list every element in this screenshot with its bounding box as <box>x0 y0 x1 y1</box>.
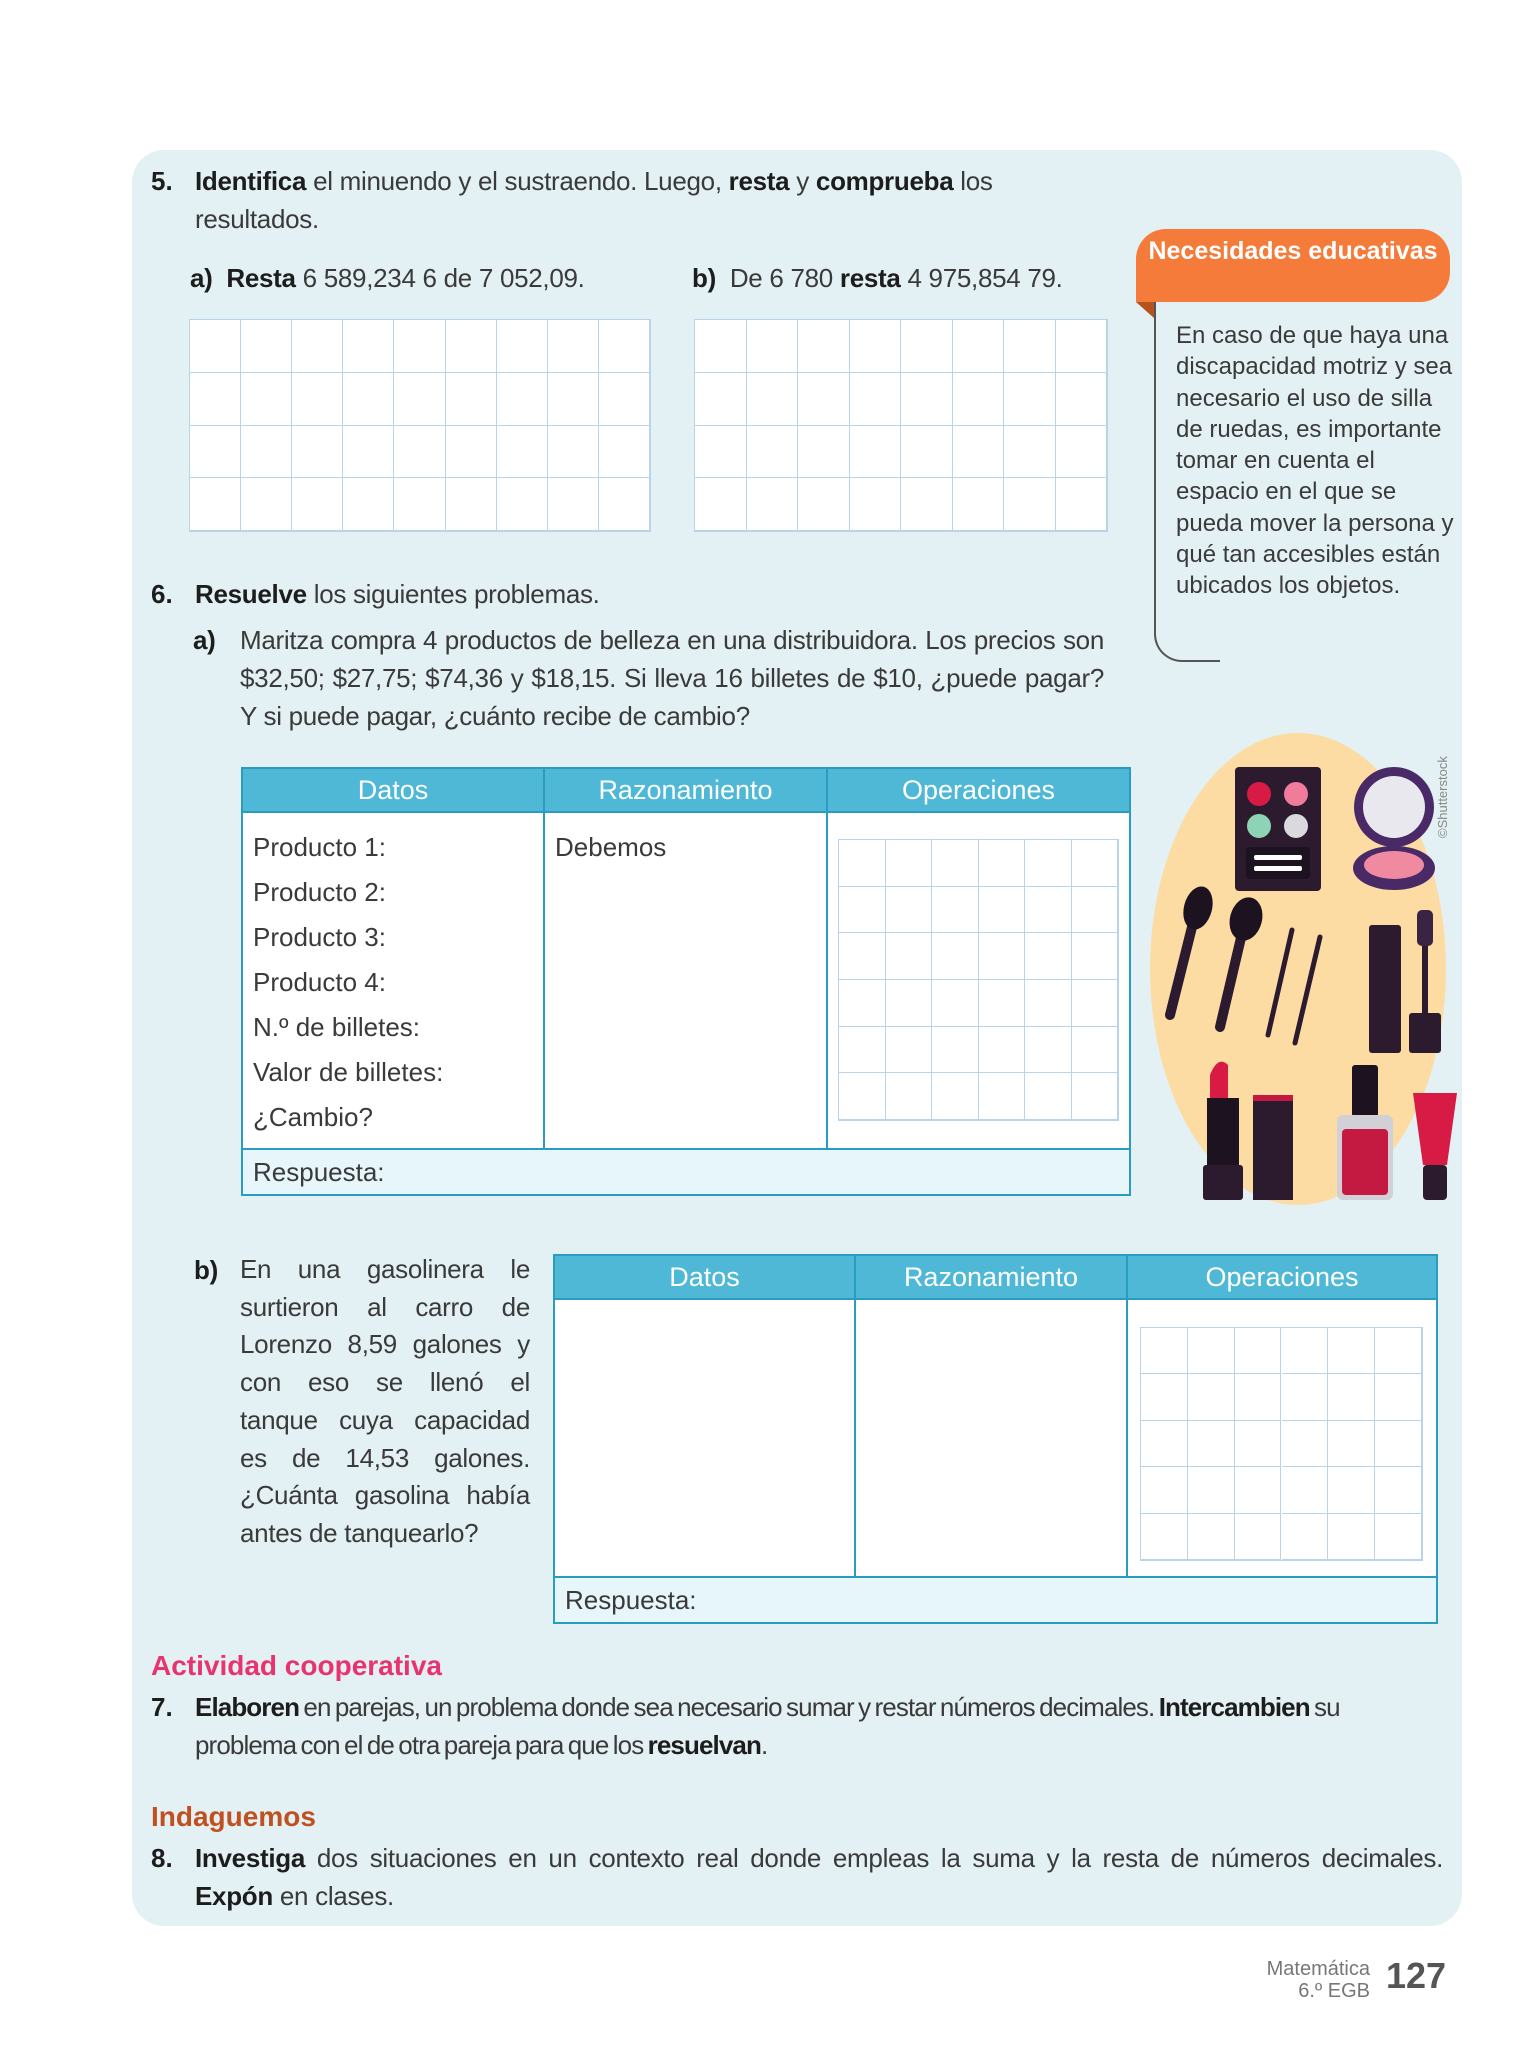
grid-cell[interactable] <box>850 426 902 479</box>
q6-number: 6. <box>151 579 173 609</box>
datos-item: N.º de billetes: <box>253 1012 421 1042</box>
grid-cell[interactable] <box>394 373 445 426</box>
grid-cell[interactable] <box>839 1027 886 1074</box>
grid-cell[interactable] <box>1282 1467 1329 1513</box>
grid-cell[interactable] <box>1188 1328 1235 1374</box>
compact-mirror-icon <box>1353 767 1435 890</box>
q6a-label: a) <box>193 625 216 655</box>
ribbon-fold <box>1136 302 1154 318</box>
grid-cell[interactable] <box>798 478 850 531</box>
grid-cell[interactable] <box>497 478 548 531</box>
datos-item: Producto 4: <box>253 967 386 997</box>
grid-cell[interactable] <box>292 426 343 479</box>
grid-cell[interactable] <box>979 840 1026 887</box>
datos-item: Producto 1: <box>253 832 386 862</box>
datos-item: ¿Cambio? <box>253 1102 373 1132</box>
grid-cell[interactable] <box>190 426 241 479</box>
grid-cell[interactable] <box>953 426 1005 479</box>
grid-cell[interactable] <box>343 320 394 373</box>
grid-cell[interactable] <box>1004 373 1056 426</box>
lip-gloss-icon <box>1413 1093 1457 1200</box>
grid-cell[interactable] <box>979 887 1026 934</box>
grid-cell[interactable] <box>695 320 747 373</box>
q5a-answer-grid[interactable] <box>189 319 651 532</box>
grid-cell[interactable] <box>1072 1027 1119 1074</box>
eyeshadow-palette-icon <box>1235 767 1321 891</box>
indaguemos-heading: Indaguemos <box>151 1801 316 1832</box>
grid-cell[interactable] <box>901 478 953 531</box>
q7-instruction: Elaboren en parejas, un problema donde sea necesario sumar y restar números decimales. Intercambien su problema con el de otra pareja para que los resuelvan. <box>195 1692 1340 1760</box>
q8-number: 8. <box>151 1843 173 1873</box>
grid-cell[interactable] <box>839 887 886 934</box>
grid-cell[interactable] <box>1188 1374 1235 1420</box>
grid-cell[interactable] <box>241 426 292 479</box>
grid-cell[interactable] <box>446 320 497 373</box>
grid-cell[interactable] <box>599 478 650 531</box>
grid-cell[interactable] <box>886 1073 933 1120</box>
grid-cell[interactable] <box>839 933 886 980</box>
grid-cell[interactable] <box>932 1073 979 1120</box>
grid-cell[interactable] <box>979 933 1026 980</box>
datos-cell[interactable] <box>554 1299 855 1577</box>
grid-cell[interactable] <box>1141 1421 1188 1467</box>
grid-cell[interactable] <box>1141 1328 1188 1374</box>
grid-cell[interactable] <box>1141 1467 1188 1513</box>
necesidades-educativas-text: En caso de que haya una discapacidad motriz y sea necesario el uso de silla de ruedas, es importante tomar en cuenta el espacio en el que se pueda mover la persona y qué tan accesibles están ubicados los objetos. <box>1176 322 1454 600</box>
grid-cell[interactable] <box>190 478 241 531</box>
razonamiento-text: Debemos <box>555 832 667 862</box>
grid-cell[interactable] <box>1282 1421 1329 1467</box>
grid-cell[interactable] <box>1025 1073 1072 1120</box>
grid-cell[interactable] <box>1235 1467 1282 1513</box>
q6a-problem-text: Maritza compra 4 productos de belleza en una distribuidora. Los precios son $32,50; $27,75; $74,36 y $18,15. Si lleva 16 billetes de $10, ¿puede pagar? Y si puede pagar, ¿cuánto recibe de cambio? <box>240 625 1104 731</box>
header-datos: Datos <box>554 1255 855 1299</box>
grid-cell[interactable] <box>979 1073 1026 1120</box>
grid-cell[interactable] <box>548 373 599 426</box>
q5-number: 5. <box>151 166 173 196</box>
grid-cell[interactable] <box>1004 320 1056 373</box>
grid-cell[interactable] <box>241 478 292 531</box>
q5b-text: b) De 6 780 resta 4 975,854 79. <box>692 263 1063 293</box>
grid-cell[interactable] <box>979 980 1026 1027</box>
grid-cell[interactable] <box>747 478 799 531</box>
grid-cell[interactable] <box>901 373 953 426</box>
grid-cell[interactable] <box>1328 1328 1375 1374</box>
grid-cell[interactable] <box>190 373 241 426</box>
q6b-label: b) <box>194 1255 218 1285</box>
grid-cell[interactable] <box>599 373 650 426</box>
grid-cell[interactable] <box>1235 1514 1282 1560</box>
grid-cell[interactable] <box>1235 1328 1282 1374</box>
grid-cell[interactable] <box>1235 1421 1282 1467</box>
grid-cell[interactable] <box>1282 1328 1329 1374</box>
grid-cell[interactable] <box>292 320 343 373</box>
grid-cell[interactable] <box>932 887 979 934</box>
datos-item: Producto 3: <box>253 922 386 952</box>
q6a-operations-grid[interactable] <box>838 839 1119 1121</box>
grid-cell[interactable] <box>901 426 953 479</box>
q5a-text: a) Resta 6 589,234 6 de 7 052,09. <box>190 263 585 293</box>
grid-cell[interactable] <box>241 320 292 373</box>
datos-item: Valor de billetes: <box>253 1057 444 1087</box>
grid-cell[interactable] <box>343 426 394 479</box>
grid-cell[interactable] <box>747 373 799 426</box>
q6b-problem-text: En una gasolinera le surtieron al carro de Lorenzo 8,59 galones y con eso se llenó el tanque cuya capacidad es de 14,53 galones. ¿Cuánta gasolina había antes de tanquearlo? <box>240 1254 530 1548</box>
grid-cell[interactable] <box>886 887 933 934</box>
grid-cell[interactable] <box>1188 1467 1235 1513</box>
grid-cell[interactable] <box>1188 1514 1235 1560</box>
grid-cell[interactable] <box>1282 1374 1329 1420</box>
grid-cell[interactable] <box>932 933 979 980</box>
grid-cell[interactable] <box>1282 1514 1329 1560</box>
grid-cell[interactable] <box>798 320 850 373</box>
page-number: 127 <box>1386 1955 1447 1996</box>
grid-cell[interactable] <box>1025 980 1072 1027</box>
grid-cell[interactable] <box>394 478 445 531</box>
grid-cell[interactable] <box>839 1073 886 1120</box>
subject-label: Matemática <box>1266 1958 1370 1980</box>
grid-cell[interactable] <box>1375 1514 1422 1560</box>
grid-cell[interactable] <box>1375 1328 1422 1374</box>
grid-cell[interactable] <box>599 320 650 373</box>
grid-cell[interactable] <box>1072 980 1119 1027</box>
grid-cell[interactable] <box>1056 320 1108 373</box>
grid-cell[interactable] <box>1072 840 1119 887</box>
grid-cell[interactable] <box>446 426 497 479</box>
grid-cell[interactable] <box>1004 478 1056 531</box>
grid-cell[interactable] <box>953 478 1005 531</box>
razonamiento-cell[interactable] <box>544 812 827 1149</box>
grid-cell[interactable] <box>886 1027 933 1074</box>
razonamiento-cell[interactable] <box>855 1299 1127 1577</box>
grid-cell[interactable] <box>1056 478 1108 531</box>
grid-cell[interactable] <box>599 426 650 479</box>
grid-cell[interactable] <box>1328 1467 1375 1513</box>
grid-cell[interactable] <box>886 980 933 1027</box>
grid-cell[interactable] <box>979 1027 1026 1074</box>
grid-cell[interactable] <box>241 373 292 426</box>
grid-cell[interactable] <box>1056 373 1108 426</box>
header-datos: Datos <box>242 768 544 812</box>
grid-cell[interactable] <box>548 478 599 531</box>
grid-cell[interactable] <box>839 980 886 1027</box>
image-credit: ©Shutterstock <box>1435 756 1450 838</box>
grid-cell[interactable] <box>497 373 548 426</box>
header-operaciones: Operaciones <box>827 768 1130 812</box>
grid-cell[interactable] <box>850 320 902 373</box>
grid-cell[interactable] <box>548 426 599 479</box>
grid-cell[interactable] <box>292 373 343 426</box>
grid-cell[interactable] <box>1025 840 1072 887</box>
grid-cell[interactable] <box>1141 1514 1188 1560</box>
q5-instruction: Identifica el minuendo y el sustraendo. Luego, resta y comprueba los resultados. <box>195 166 993 234</box>
grid-cell[interactable] <box>695 426 747 479</box>
actividad-cooperativa-heading: Actividad cooperativa <box>151 1650 442 1681</box>
grid-cell[interactable] <box>343 478 394 531</box>
grid-cell[interactable] <box>292 478 343 531</box>
grid-cell[interactable] <box>932 980 979 1027</box>
grid-cell[interactable] <box>446 478 497 531</box>
header-razonamiento: Razonamiento <box>544 768 827 812</box>
header-operaciones: Operaciones <box>1127 1255 1437 1299</box>
grid-cell[interactable] <box>446 373 497 426</box>
q8-instruction: Investiga dos situaciones en un contexto real donde empleas la suma y la resta de números decimales. Expón en clases. <box>195 1843 1443 1911</box>
grid-cell[interactable] <box>886 933 933 980</box>
grid-cell[interactable] <box>695 478 747 531</box>
grid-cell[interactable] <box>1056 426 1108 479</box>
grid-cell[interactable] <box>548 320 599 373</box>
grid-cell[interactable] <box>932 1027 979 1074</box>
grid-cell[interactable] <box>1328 1374 1375 1420</box>
grid-cell[interactable] <box>798 373 850 426</box>
q6b-operations-grid[interactable] <box>1140 1327 1423 1561</box>
datos-item: Producto 2: <box>253 877 386 907</box>
grid-cell[interactable] <box>1235 1374 1282 1420</box>
grid-cell[interactable] <box>798 426 850 479</box>
grid-cell[interactable] <box>953 320 1005 373</box>
cosmetics-illustration <box>1140 725 1460 1210</box>
grid-cell[interactable] <box>747 320 799 373</box>
grid-cell[interactable] <box>190 320 241 373</box>
grid-cell[interactable] <box>850 478 902 531</box>
grid-cell[interactable] <box>1141 1374 1188 1420</box>
grid-cell[interactable] <box>1025 887 1072 934</box>
grid-cell[interactable] <box>343 373 394 426</box>
grid-cell[interactable] <box>695 373 747 426</box>
grid-cell[interactable] <box>497 320 548 373</box>
grid-cell[interactable] <box>1004 426 1056 479</box>
grid-cell[interactable] <box>747 426 799 479</box>
grid-cell[interactable] <box>394 320 445 373</box>
grid-cell[interactable] <box>1328 1514 1375 1560</box>
grid-cell[interactable] <box>1328 1421 1375 1467</box>
grid-cell[interactable] <box>1072 1073 1119 1120</box>
grid-cell[interactable] <box>1375 1467 1422 1513</box>
grid-cell[interactable] <box>497 426 548 479</box>
respuesta-field[interactable]: Respuesta: <box>242 1149 1130 1195</box>
grid-cell[interactable] <box>953 373 1005 426</box>
grid-cell[interactable] <box>1025 933 1072 980</box>
header-razonamiento: Razonamiento <box>855 1255 1127 1299</box>
grid-cell[interactable] <box>1375 1374 1422 1420</box>
grid-cell[interactable] <box>1072 887 1119 934</box>
q7-number: 7. <box>151 1692 173 1722</box>
datos-cell[interactable] <box>242 812 544 1149</box>
grade-label: 6.º EGB <box>1298 1980 1370 2002</box>
grid-cell[interactable] <box>839 840 886 887</box>
grid-cell[interactable] <box>932 840 979 887</box>
grid-cell[interactable] <box>1072 933 1119 980</box>
grid-cell[interactable] <box>394 426 445 479</box>
respuesta-field[interactable]: Respuesta: <box>554 1577 1437 1623</box>
necesidades-educativas-title: Necesidades educativas <box>1136 229 1450 302</box>
q6-instruction: Resuelve los siguientes problemas. <box>195 579 600 609</box>
grid-cell[interactable] <box>1375 1421 1422 1467</box>
grid-cell[interactable] <box>1025 1027 1072 1074</box>
footer-subject <box>1267 1958 1370 2002</box>
grid-cell[interactable] <box>886 840 933 887</box>
grid-cell[interactable] <box>1188 1421 1235 1467</box>
q5b-answer-grid[interactable] <box>694 319 1108 532</box>
grid-cell[interactable] <box>850 373 902 426</box>
grid-cell[interactable] <box>901 320 953 373</box>
